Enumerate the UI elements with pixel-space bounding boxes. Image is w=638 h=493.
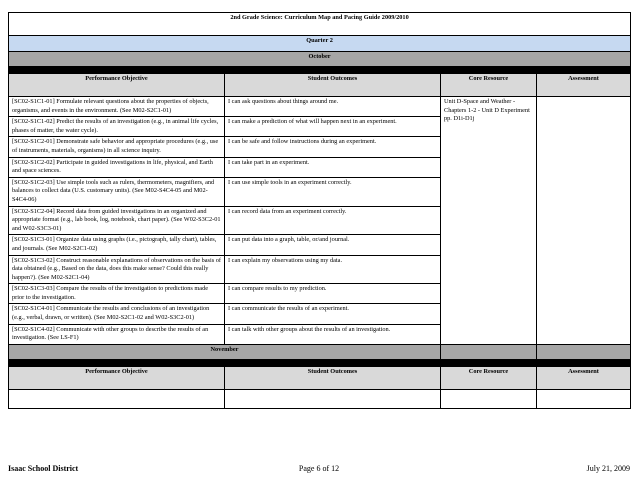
- outcome-cell: I can be safe and follow instructions during an experiment.: [225, 137, 441, 157]
- quarter-label: Quarter 2: [9, 36, 631, 52]
- curriculum-sheet: [8, 12, 630, 409]
- outcome-cell: I can communicate the results of an experiment.: [225, 304, 441, 324]
- outcome-cell: I can explain my observations using my data.: [225, 255, 441, 284]
- header-assessment: Assessment: [537, 366, 631, 389]
- footer-district: Isaac School District: [8, 464, 79, 473]
- outcome-cell: I can compare results to my prediction.: [225, 284, 441, 304]
- objective-cell: [SC02-S1C2-04] Record data from guided investigations in an organized and appropriate format (e.g., lab book, log, notebook, chart paper). (See W02-S3C2-01 and W02-S3C3-01): [9, 206, 225, 235]
- header-assessment: Assessment: [537, 74, 631, 97]
- footer-date: July 21, 2009: [586, 464, 630, 473]
- month-label: October: [9, 52, 631, 67]
- outcome-cell: I can make a prediction of what will happen next in an experiment.: [225, 117, 441, 137]
- outcome-cell: I can use simple tools in an experiment correctly.: [225, 177, 441, 206]
- curriculum-table: [8, 12, 631, 409]
- header-objective: Performance Objective: [9, 366, 225, 389]
- core-resource-cell: Unit D-Space and Weather - Chapters 1-2 - Unit D Experiment pp. D1i-D1j: [441, 97, 537, 345]
- header-outcomes: Student Outcomes: [225, 366, 441, 389]
- separator-bar: [9, 359, 631, 366]
- objective-cell: [SC02-S1C3-02] Construct reasonable explanations of observations on the basis of data obtained (e.g., Based on the data, does this make sense? Could this really happen?). (See M02-S2C1-04): [9, 255, 225, 284]
- objective-cell: [SC02-S1C3-03] Compare the results of the investigation to predictions made prior to the investigation.: [9, 284, 225, 304]
- outcome-cell: I can record data from an experiment correctly.: [225, 206, 441, 235]
- objective-cell: [SC02-S1C1-01] Formulate relevant questions about the properties of objects, organisms, and events in the environment. (See M02-S2C1-01): [9, 97, 225, 117]
- column-header-row: [9, 74, 631, 97]
- objective-cell: [SC02-S1C2-03] Use simple tools such as rulers, thermometers, magnifiers, and balances to collect data (U.S. customary units). (See M02-S4C4-05 and M02-S4C4-06): [9, 177, 225, 206]
- objective-cell: [SC02-S1C4-02] Communicate with other groups to describe the results of an investigation. (See LS-F1): [9, 324, 225, 344]
- separator-bar: [9, 67, 631, 74]
- outcome-cell: I can talk with other groups about the results of an investigation.: [225, 324, 441, 344]
- page-footer: [8, 464, 630, 478]
- month-label: November: [9, 344, 441, 359]
- objective-cell: [SC02-S1C2-02] Participate in guided investigations in life, physical, and Earth and space sciences.: [9, 157, 225, 177]
- column-header-row: [9, 366, 631, 389]
- header-resource: Core Resource: [441, 366, 537, 389]
- table-row: [9, 97, 631, 117]
- objective-cell: [SC02-S1C3-01] Organize data using graphs (i.e., pictograph, tally chart), tables, and journals. (See M02-S2C1-02): [9, 235, 225, 255]
- header-objective: Performance Objective: [9, 74, 225, 97]
- page-title: 2nd Grade Science: Curriculum Map and Pacing Guide 2009/2010: [9, 13, 631, 36]
- header-outcomes: Student Outcomes: [225, 74, 441, 97]
- quarter-row: [9, 36, 631, 52]
- outcome-cell: I can ask questions about things around me.: [225, 97, 441, 117]
- objective-cell: [SC02-S1C1-02] Predict the results of an investigation (e.g., in animal life cycles, phases of matter, the water cycle).: [9, 117, 225, 137]
- table-row: [9, 389, 631, 408]
- outcome-cell: I can take part in an experiment.: [225, 157, 441, 177]
- objective-cell: [SC02-S1C2-01] Demonstrate safe behavior and appropriate procedures (e.g., use of instruments, materials, organisms) in all science inquiry.: [9, 137, 225, 157]
- header-resource: Core Resource: [441, 74, 537, 97]
- month-row-october: [9, 52, 631, 67]
- title-row: [9, 13, 631, 36]
- month-row-november: [9, 344, 631, 359]
- assessment-cell: [537, 97, 631, 345]
- objective-cell: [SC02-S1C4-01] Communicate the results and conclusions of an investigation (e.g., verbal, drawn, or written). (See M02-S2C1-02 and W02-S3C2-01): [9, 304, 225, 324]
- outcome-cell: I can put data into a graph, table, or/and journal.: [225, 235, 441, 255]
- footer-page-number: Page 6 of 12: [298, 464, 340, 473]
